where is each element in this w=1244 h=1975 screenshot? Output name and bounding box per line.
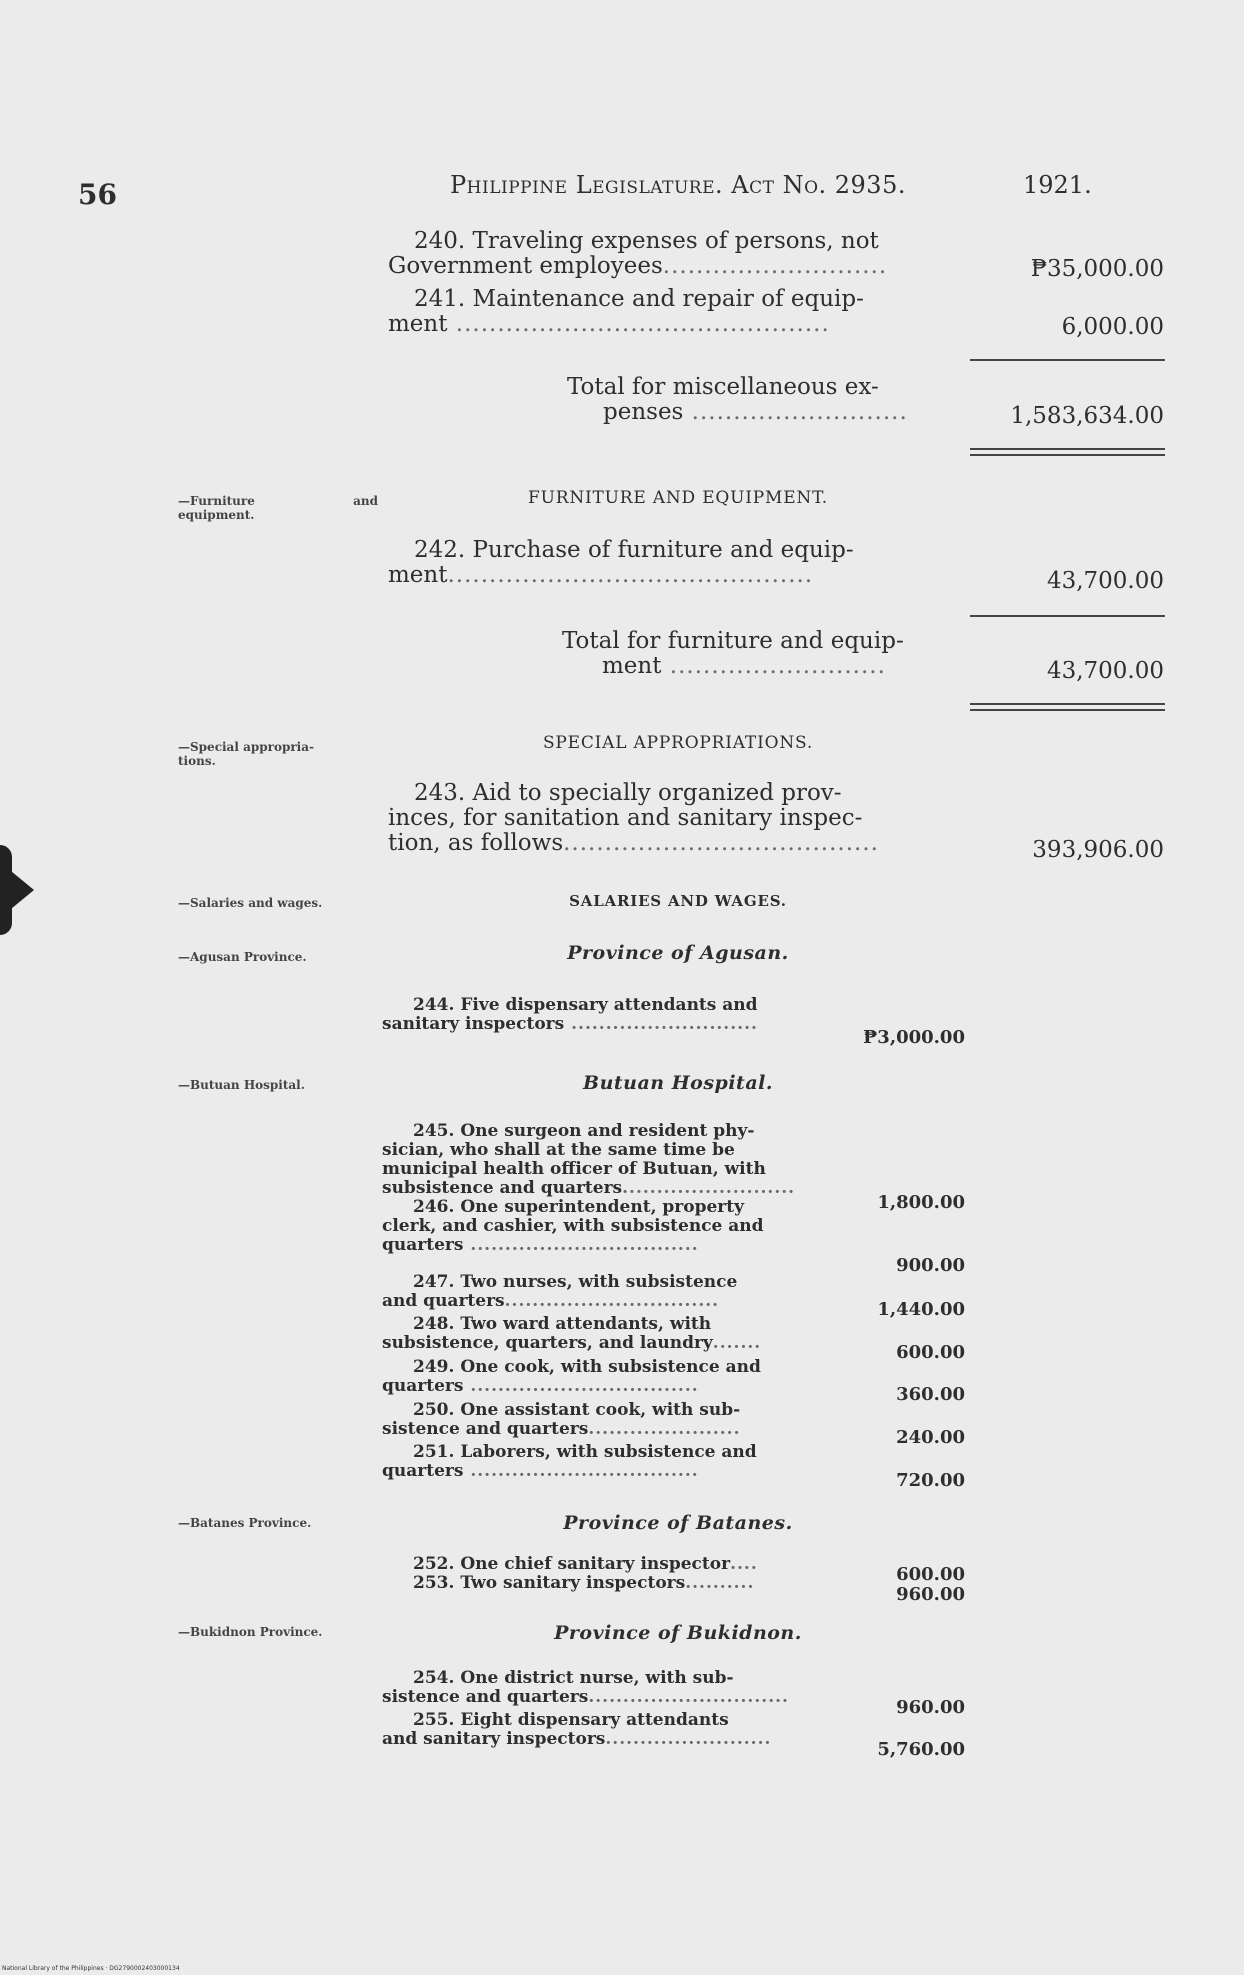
leader-dots: .......................... (683, 399, 908, 425)
total-line: penses (603, 399, 684, 425)
total-line: Total for furniture and equip- (562, 628, 904, 654)
leader-dots: ....... (712, 1333, 762, 1353)
amount: 1,440.00 (877, 1299, 965, 1320)
item-line: Government employees (388, 253, 663, 279)
item-line: 250. One assistant cook, with sub- (413, 1400, 741, 1420)
item-246 (382, 1198, 820, 1255)
item-line: sistence and quarters (382, 1687, 589, 1707)
leader-dots: ........................... (564, 1014, 758, 1034)
scan-shadow-tip (0, 862, 34, 918)
side-note-text: tions. (178, 754, 216, 768)
item-line: subsistence, quarters, and laundry (382, 1333, 713, 1353)
item-line: ment (388, 562, 448, 588)
item-line: sanitary inspectors (382, 1014, 565, 1034)
leader-dots: ................................. (463, 1461, 699, 1481)
side-note-furniture (178, 494, 378, 522)
item-line: subsistence and quarters (382, 1178, 623, 1198)
leader-dots: .......... (685, 1573, 755, 1593)
amount: 1,583,634.00 (1010, 403, 1164, 429)
province-heading: Province of Agusan. (567, 942, 789, 964)
item-line: quarters (382, 1376, 464, 1396)
leader-dots: ...................... (588, 1419, 741, 1439)
total-line: ment (602, 653, 662, 679)
amount: 5,760.00 (877, 1739, 965, 1760)
scan-footer: National Library of the Philippines · DG2790002403000134 (2, 1965, 180, 1972)
leader-dots: ........................... (662, 253, 888, 279)
leader-dots: .... (730, 1554, 758, 1574)
side-note-salaries: —Salaries and wages. (178, 896, 323, 910)
item-line: quarters (382, 1235, 464, 1255)
section-heading: FURNITURE AND EQUIPMENT. (528, 488, 828, 508)
item-line: 252. One chief sanitary inspector (413, 1554, 731, 1574)
item-252 (382, 1555, 820, 1593)
item-line: ment (388, 311, 448, 337)
province-heading: Province of Bukidnon. (554, 1622, 802, 1644)
header-year: 1921. (1023, 171, 1092, 199)
amount: ₱3,000.00 (863, 1027, 965, 1048)
amount: 720.00 (896, 1470, 965, 1491)
item-254 (382, 1669, 820, 1707)
amount: 600.00 (896, 1564, 965, 1585)
item-251 (382, 1443, 820, 1481)
amount: 600.00 (896, 1342, 965, 1363)
leader-dots: .......................... (661, 653, 886, 679)
leader-dots: ......................... (622, 1178, 796, 1198)
item-line: clerk, and cashier, with subsistence and (382, 1216, 764, 1236)
total-line: Total for miscellaneous ex- (567, 374, 879, 400)
item-248 (382, 1315, 820, 1353)
leader-dots: ............................................ (447, 562, 814, 588)
item-line: sistence and quarters (382, 1419, 589, 1439)
item-line: inces, for sanitation and sanitary inspec- (388, 805, 863, 831)
item-line: and quarters (382, 1291, 505, 1311)
side-note-butuan: —Butuan Hospital. (178, 1078, 305, 1092)
leader-dots: ............................... (504, 1291, 720, 1311)
item-line: quarters (382, 1461, 464, 1481)
item-line: sician, who shall at the same time be (382, 1140, 735, 1160)
sum-rule (970, 615, 1165, 617)
item-line: and sanitary inspectors (382, 1729, 606, 1749)
item-line: 242. Purchase of furniture and equip- (414, 537, 854, 563)
item-line: tion, as follows (388, 830, 564, 856)
total-furniture (562, 628, 967, 680)
double-rule (970, 703, 1165, 711)
hospital-heading: Butuan Hospital. (583, 1072, 773, 1094)
side-note-agusan: —Agusan Province. (178, 950, 307, 964)
amount: 360.00 (896, 1384, 965, 1405)
amount: 960.00 (896, 1584, 965, 1605)
side-note-special (178, 740, 378, 768)
double-rule (970, 448, 1165, 456)
leader-dots: ............................. (588, 1687, 789, 1707)
side-note-text: equipment. (178, 508, 255, 522)
amount: 43,700.00 (1046, 658, 1164, 684)
item-line: 245. One surgeon and resident phy- (413, 1121, 755, 1141)
section-heading: SPECIAL APPROPRIATIONS. (542, 733, 814, 753)
item-line: 249. One cook, with subsistence and (413, 1357, 761, 1377)
side-note-batanes: —Batanes Province. (178, 1516, 312, 1530)
amount: 6,000.00 (1061, 314, 1164, 340)
item-240 (388, 228, 968, 280)
item-line: 243. Aid to specially organized prov- (414, 780, 842, 806)
total-misc (567, 374, 967, 426)
amount: 960.00 (896, 1697, 965, 1718)
item-241 (388, 286, 968, 338)
item-line: 253. Two sanitary inspectors (413, 1573, 686, 1593)
leader-dots: ............................................. (447, 311, 830, 337)
leader-dots: ................................. (463, 1235, 699, 1255)
amount: 43,700.00 (1046, 568, 1164, 594)
side-note-text: —Furniture (178, 494, 255, 508)
amount: 900.00 (896, 1255, 965, 1276)
item-line: 240. Traveling expenses of persons, not (414, 228, 879, 254)
item-line: 247. Two nurses, with subsistence (413, 1272, 738, 1292)
item-242 (388, 537, 968, 589)
item-line: 251. Laborers, with subsistence and (413, 1442, 757, 1462)
item-line: 246. One superintendent, property (413, 1197, 744, 1217)
leader-dots: ...................................... (563, 830, 879, 856)
item-line: 244. Five dispensary attendants and (413, 995, 758, 1015)
item-247 (382, 1273, 820, 1311)
item-255 (382, 1711, 820, 1749)
province-heading: Province of Batanes. (563, 1512, 793, 1534)
side-note-text: —Special appropria- (178, 740, 314, 754)
item-250 (382, 1401, 820, 1439)
amount: 1,800.00 (877, 1192, 965, 1213)
item-line: 248. Two ward attendants, with (413, 1314, 712, 1334)
side-note-bukidnon: —Bukidnon Province. (178, 1625, 323, 1639)
section-heading: SALARIES AND WAGES. (569, 892, 787, 910)
amount: ₱35,000.00 (1030, 256, 1164, 282)
running-header: Philippine Legislature. Act No. 2935. (450, 171, 906, 199)
item-line: 254. One district nurse, with sub- (413, 1668, 734, 1688)
leader-dots: ................................. (463, 1376, 699, 1396)
amount: 240.00 (896, 1427, 965, 1448)
item-line: 241. Maintenance and repair of equip- (414, 286, 864, 312)
item-245 (382, 1122, 820, 1198)
item-243 (388, 780, 968, 857)
item-244 (382, 996, 820, 1034)
leader-dots: ........................ (605, 1729, 772, 1749)
amount: 393,906.00 (1032, 837, 1164, 863)
sum-rule (970, 359, 1165, 361)
item-line: municipal health officer of Butuan, with (382, 1159, 766, 1179)
item-line: 255. Eight dispensary attendants (413, 1710, 729, 1730)
page-number: 56 (78, 178, 117, 211)
side-note-text: and (353, 494, 378, 508)
item-249 (382, 1358, 820, 1396)
